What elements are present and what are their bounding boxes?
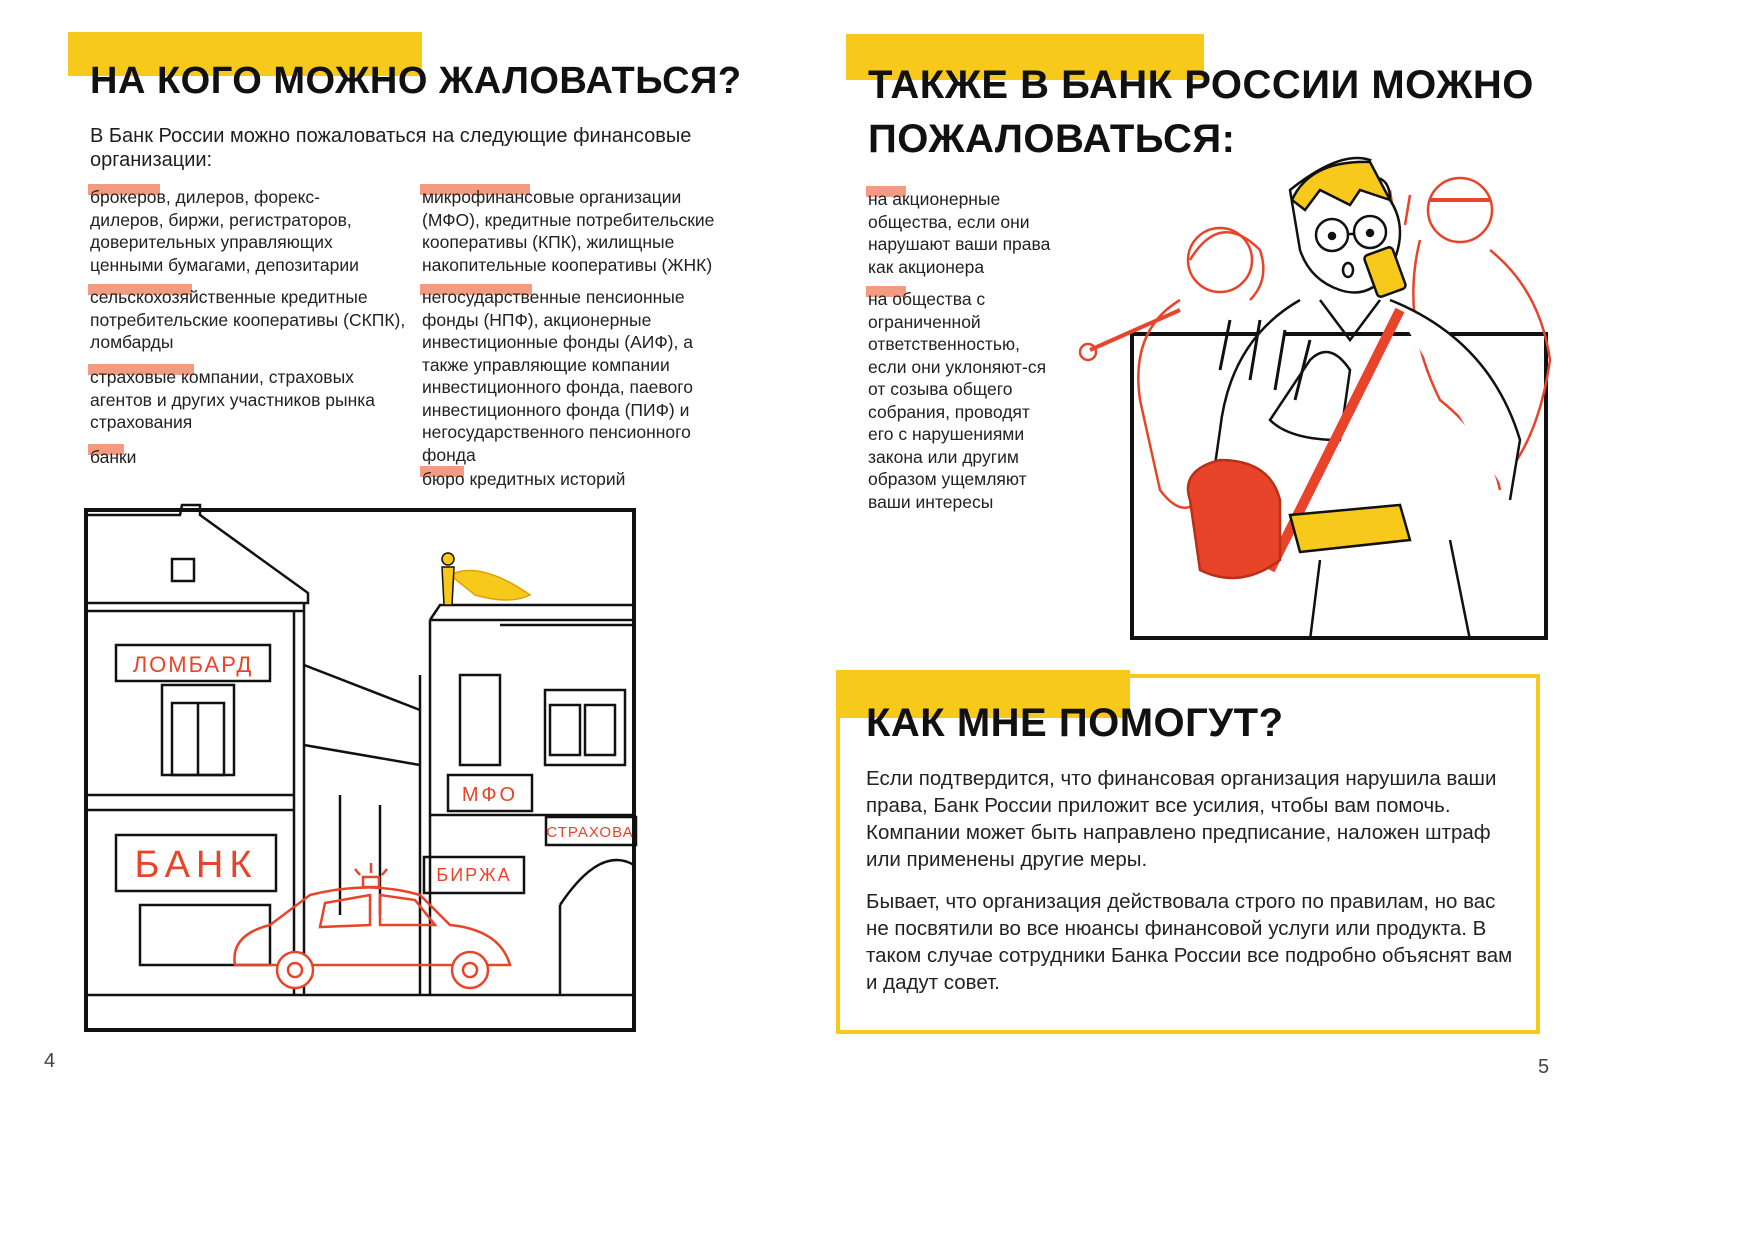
page-title-right-line2: ПОЖАЛОВАТЬСЯ: [868,117,1236,161]
sign-strakhovaya: СТРАХОВА [546,824,634,841]
sign-bank: БАНК [134,844,258,886]
hero-icon [442,553,530,605]
list-item: микрофинансовые организации (МФО), кредитные потребительские кооперативы (КПК), жилищные накопительные кооперативы (ЖНК) [422,186,722,276]
phone-man-illustration [1070,140,1560,640]
list-item: страховые компании, страховых агентов и других участников рынка страхования [90,366,390,434]
list-item: негосударственные пенсионные фонды (НПФ), акционерные инвестиционные фонды (АИФ), а также управляющие компании инвестиционного фонда, паевого инвестиционного фонда (ПИФ) и негосударственного пенсионного фонда [422,286,724,466]
list-item: сельскохозяйственные кредитные потребительские кооперативы (СКПК), ломбарды [90,286,410,354]
sign-lombard: ЛОМБАРД [132,652,254,677]
page-title-right-line1: ТАКЖЕ В БАНК РОССИИ МОЖНО [868,63,1534,107]
sign-birzha: БИРЖА [436,865,512,885]
page-number-left: 4 [44,1050,56,1072]
list-item: бюро кредитных историй [422,468,722,491]
help-paragraph-1: Если подтвердится, что финансовая организация нарушила ваши права, Банк России приложит все усилия, чтобы вам помочь. Компании может быть направлено предписание, наложен штраф или применены другие меры. [866,767,1497,871]
list-item: на общества с ограниченной ответственностью, если они уклоняют-ся от созыва общего собрания, проводят его с нарушениями закона или другим образом ущемляют ваши интересы [868,288,1048,513]
page-title-left: НА КОГО МОЖНО ЖАЛОВАТЬСЯ? [90,60,742,102]
street-illustration [80,495,640,1035]
help-paragraph-2: Бывает, что организация действовала строго по правилам, но вас не посвятили во все нюансы финансовой услуги или продукта. В таком случае сотрудники Банка России все подробно объяснят вам и дадут совет. [866,890,1513,994]
page-number-right: 5 [1538,1056,1550,1078]
sign-mfo: МФО [461,784,519,806]
list-item: брокеров, дилеров, форекс-дилеров, биржи, регистраторов, доверительных управляющих ценными бумагами, депозитарии [90,186,390,276]
help-title: КАК МНЕ ПОМОГУТ? [866,701,1284,745]
list-item: банки [90,446,390,469]
intro-text: В Банк России можно пожаловаться на следующие финансовые организации: [90,125,692,171]
list-item: на акционерные общества, если они нарушают ваши права как акционера [868,188,1058,278]
